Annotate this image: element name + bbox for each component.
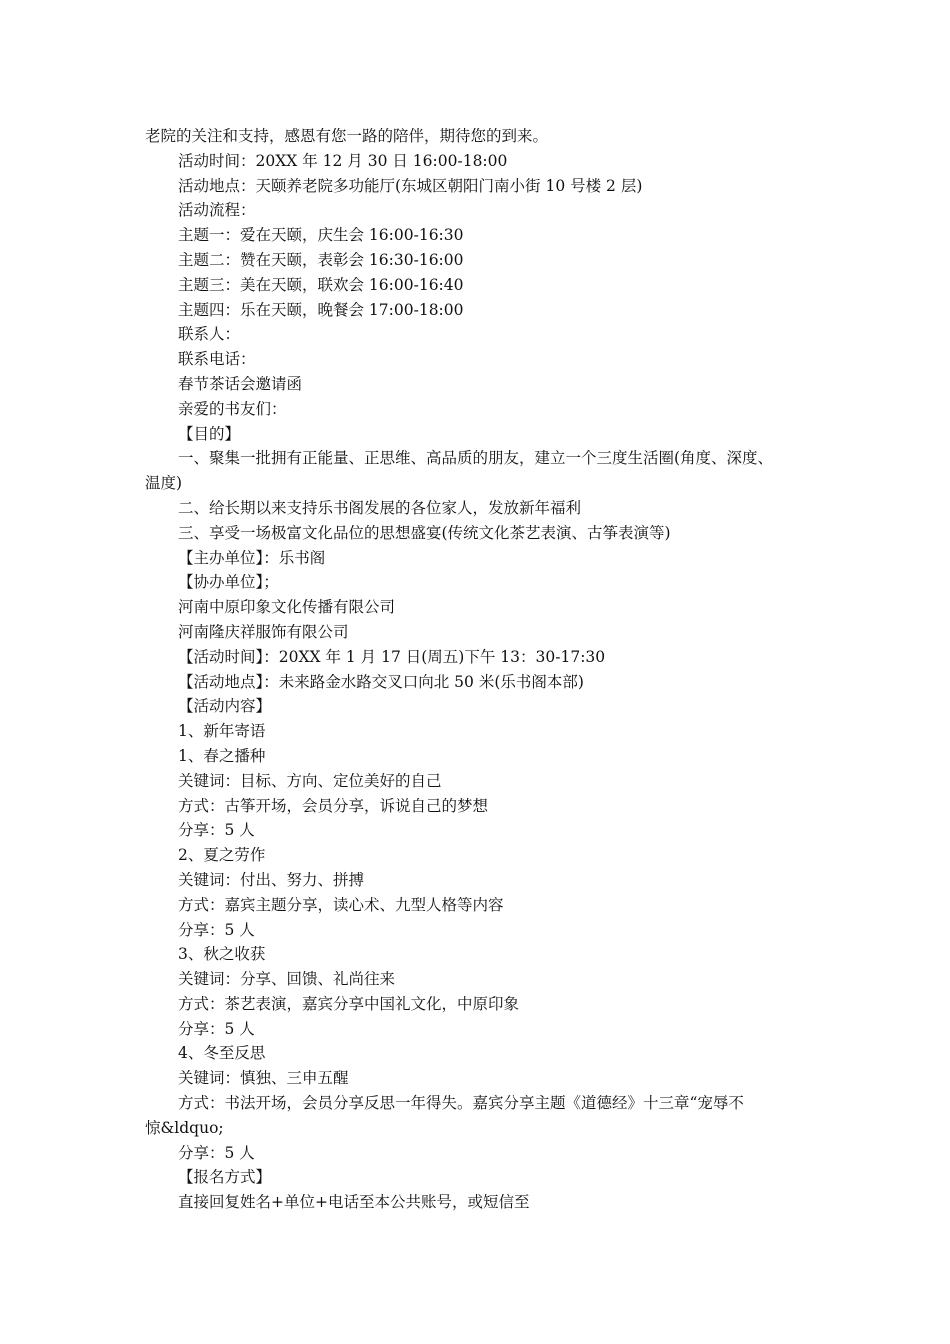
text-line: 关键词：付出、努力、拼搏 [178, 870, 365, 889]
text-line: 1、春之播种 [178, 746, 266, 765]
text-line: 活动流程： [178, 201, 256, 220]
text-line: 三、享受一场极富文化品位的思想盛宴(传统文化茶艺表演、古筝表演等) [178, 523, 671, 542]
text-line: 活动时间：20XX 年 12 月 30 日 16:00-18:00 [178, 151, 508, 170]
text-line: 一、聚集一批拥有正能量、正思维、高品质的朋友，建立一个三度生活圈(角度、深度、 [178, 449, 774, 468]
text-line: 【目的】 [178, 424, 241, 443]
text-line: 4、冬至反思 [178, 1044, 266, 1063]
text-line: 直接回复姓名+单位+电话至本公共账号，或短信至 [178, 1193, 530, 1212]
text-line: 【活动内容】 [178, 697, 272, 716]
text-line: 1、新年寄语 [178, 722, 266, 741]
text-line: 主题一：爱在天颐，庆生会 16:00-16:30 [178, 226, 464, 245]
text-line: 河南隆庆祥服饰有限公司 [178, 622, 349, 641]
text-line: 分享：5 人 [178, 1019, 255, 1038]
text-line: 老院的关注和支持，感恩有您一路的陪伴，期待您的到来。 [145, 127, 549, 145]
text-line: 方式：茶艺表演，嘉宾分享中国礼文化，中原印象 [178, 994, 520, 1013]
text-line: 温度) [145, 474, 183, 493]
text-line: 亲爱的书友们： [178, 399, 287, 418]
text-line: 方式：古筝开场，会员分享，诉说自己的梦想 [178, 796, 489, 815]
text-line: 惊&ldquo; [145, 1118, 224, 1137]
text-line: 【协办单位】； [178, 573, 279, 592]
text-line: 二、给长期以来支持乐书阁发展的各位家人，发放新年福利 [178, 498, 582, 517]
text-line: 主题四：乐在天颐，晚餐会 17:00-18:00 [178, 300, 464, 319]
text-line: 河南中原印象文化传播有限公司 [178, 598, 396, 617]
text-line: 关键词：目标、方向、定位美好的自己 [178, 771, 442, 790]
text-line: 3、秋之收获 [178, 945, 266, 964]
document-body [145, 124, 827, 1215]
text-line: 活动地点：天颐养老院多功能厅(东城区朝阳门南小街 10 号楼 2 层) [178, 176, 643, 195]
text-line: 方式：书法开场，会员分享反思一年得失。嘉宾分享主题《道德经》十三章“宠辱不 [178, 1094, 744, 1113]
text-line: 关键词：慎独、三申五醒 [178, 1069, 349, 1088]
text-line: 【主办单位】：乐书阁 [178, 548, 326, 567]
text-line: 关键词：分享、回馈、礼尚往来 [178, 970, 396, 989]
text-line: 2、夏之劳作 [178, 846, 266, 865]
text-line: 分享：5 人 [178, 920, 255, 939]
text-line: 春节茶话会邀请函 [178, 374, 303, 393]
text-line: 主题二：赞在天颐，表彰会 16:30-16:00 [178, 250, 464, 269]
text-line: 【活动地点】：未来路金水路交叉口向北 50 米(乐书阁本部) [178, 672, 584, 691]
text-line: 【活动时间】：20XX 年 1 月 17 日(周五)下午 13：30-17:30 [178, 647, 606, 666]
text-line: 分享：5 人 [178, 821, 255, 840]
text-line: 联系人： [178, 325, 241, 344]
text-line: 分享：5 人 [178, 1143, 255, 1162]
text-line: 主题三：美在天颐，联欢会 16:00-16:40 [178, 275, 464, 294]
text-line: 联系电话： [178, 350, 256, 369]
text-line: 方式：嘉宾主题分享，读心术、九型人格等内容 [178, 895, 504, 914]
text-line: 【报名方式】 [178, 1168, 272, 1187]
